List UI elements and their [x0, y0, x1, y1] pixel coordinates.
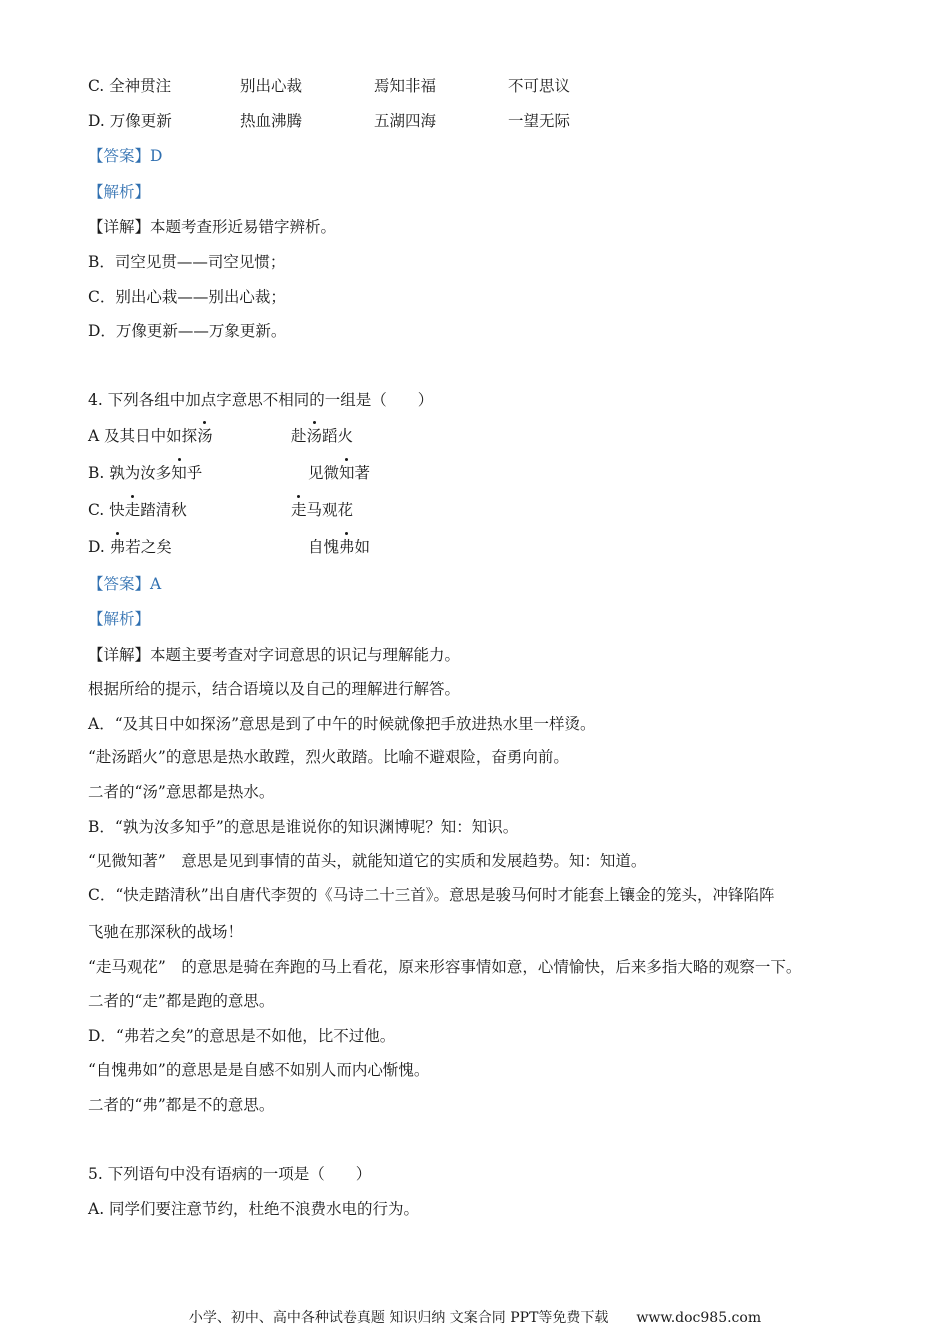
q4-analysis-label: 【解析】 [88, 610, 151, 628]
q4-option-c [88, 500, 353, 520]
q4-d-dotted-char: 弗 [109, 538, 126, 556]
q4-analysis-line: 根据所给的提示，结合语境以及自己的理解进行解答。 [88, 680, 461, 698]
q4-b-part4: 见微 [308, 464, 340, 482]
q4-option-b [88, 463, 370, 483]
q4-analysis-line: 飞驰在那深秋的战场！ [88, 923, 244, 941]
q4-d-part3: 若之矣 [125, 538, 172, 556]
q3-detail: 【详解】本题考查形近易错字辨析。 [88, 218, 337, 236]
q3-option-d-word1: D. 万像更新 [88, 112, 172, 130]
q4-b-dotted-char: 知 [171, 464, 187, 482]
q4-analysis-line: “见微知著” 意思是见到事情的苗头，就能知道它的实质和发展趋势。知：知道。 [88, 852, 647, 870]
q4-analysis-line: 二者的“走”都是跑的意思。 [88, 992, 275, 1010]
q4-analysis-line: B．“孰为汝多知乎”的意思是谁说你的知识渊博呢？知：知识。 [88, 818, 519, 836]
q4-d-part4: 自愧 [308, 538, 340, 556]
q4-analysis-line: D．“弗若之矣”的意思是不如他，比不过他。 [88, 1027, 396, 1045]
q3-explain-d: D．万像更新——万象更新。 [88, 322, 287, 340]
q4-c-part1: C. 快 [88, 501, 125, 519]
q4-c-dotted-char-2: 走 [291, 501, 307, 519]
q3-option-d-word3: 五湖四海 [374, 112, 437, 130]
q3-option-d-word4: 一望无际 [508, 112, 571, 130]
q4-analysis-line: “自愧弗如”的意思是是自感不如别人而内心惭愧。 [88, 1061, 430, 1079]
q3-analysis-label: 【解析】 [88, 183, 151, 201]
q3-explain-c: C．别出心栽——别出心裁； [88, 288, 286, 306]
q4-b-part3: 乎 [186, 464, 203, 482]
q4-analysis-line: A．“及其日中如探汤”意思是到了中午的时候就像把手放进热水里一样烫。 [88, 715, 596, 733]
q4-analysis-line: 【详解】本题主要考查对字词意思的识记与理解能力。 [88, 646, 461, 664]
q4-question: 4. 下列各组中加点字意思不相同的一组是（ ） [88, 391, 434, 409]
q4-a-part6: 蹈火 [322, 427, 354, 445]
q5-question: 5. 下列语句中没有语病的一项是（ ） [88, 1165, 372, 1183]
q4-analysis-line: “赴汤蹈火”的意思是热水敢蹚，烈火敢踏。比喻不避艰险，奋勇向前。 [88, 748, 569, 766]
q4-option-a [88, 426, 353, 446]
q4-analysis-line: “走马观花” 的意思是骑在奔跑的马上看花，原来形容事情如意，心情愉快，后来多指大略的观察一下。 [88, 958, 802, 976]
q4-a-part4: 赴 [291, 427, 307, 445]
q4-d-part1: D. [88, 538, 110, 556]
q4-a-dotted-char-2: 汤 [306, 427, 323, 445]
q3-option-c-word2: 别出心裁 [240, 77, 303, 95]
q3-answer: 【答案】D [88, 147, 163, 165]
q4-analysis-line: 二者的“弗”都是不的意思。 [88, 1096, 275, 1114]
q3-option-d [88, 111, 570, 131]
q4-option-d [88, 537, 370, 557]
q4-a-part1: A 及其日中如探 [88, 427, 198, 445]
q5-option-a: A. 同学们要注意节约，杜绝不浪费水电的行为。 [88, 1200, 420, 1218]
q4-c-dotted-char: 走 [124, 501, 141, 519]
q4-c-part6: 马观花 [306, 501, 354, 519]
q4-a-dotted-char: 汤 [197, 427, 213, 445]
q3-option-c-word1: C. 全神贯注 [88, 77, 172, 95]
q4-analysis-line: 二者的“汤”意思都是热水。 [88, 783, 275, 801]
q4-b-dotted-char-2: 知 [339, 464, 355, 482]
q4-analysis-line: C．“快走踏清秋”出自唐代李贺的《马诗二十三首》。意思是骏马何时才能套上镶金的笼头，冲锋陷阵 [88, 886, 775, 904]
q3-option-c [88, 76, 570, 96]
page-footer: 小学、初中、高中各种试卷真题 知识归纳 文案合同 PPT等免费下载 www.doc985.com [188, 1310, 762, 1326]
q3-explain-b: B．司空见贯——司空见惯； [88, 253, 286, 271]
q4-d-part6: 如 [354, 538, 371, 556]
q4-b-part1: B. 孰为汝多 [88, 464, 172, 482]
q3-option-c-word4: 不可思议 [508, 77, 571, 95]
q4-b-part6: 著 [354, 464, 371, 482]
q4-answer: 【答案】A [88, 575, 162, 593]
q4-c-part3: 踏清秋 [140, 501, 187, 519]
q3-option-c-word3: 焉知非福 [374, 77, 437, 95]
q3-option-d-word2: 热血沸腾 [240, 112, 303, 130]
q4-d-dotted-char-2: 弗 [339, 538, 355, 556]
